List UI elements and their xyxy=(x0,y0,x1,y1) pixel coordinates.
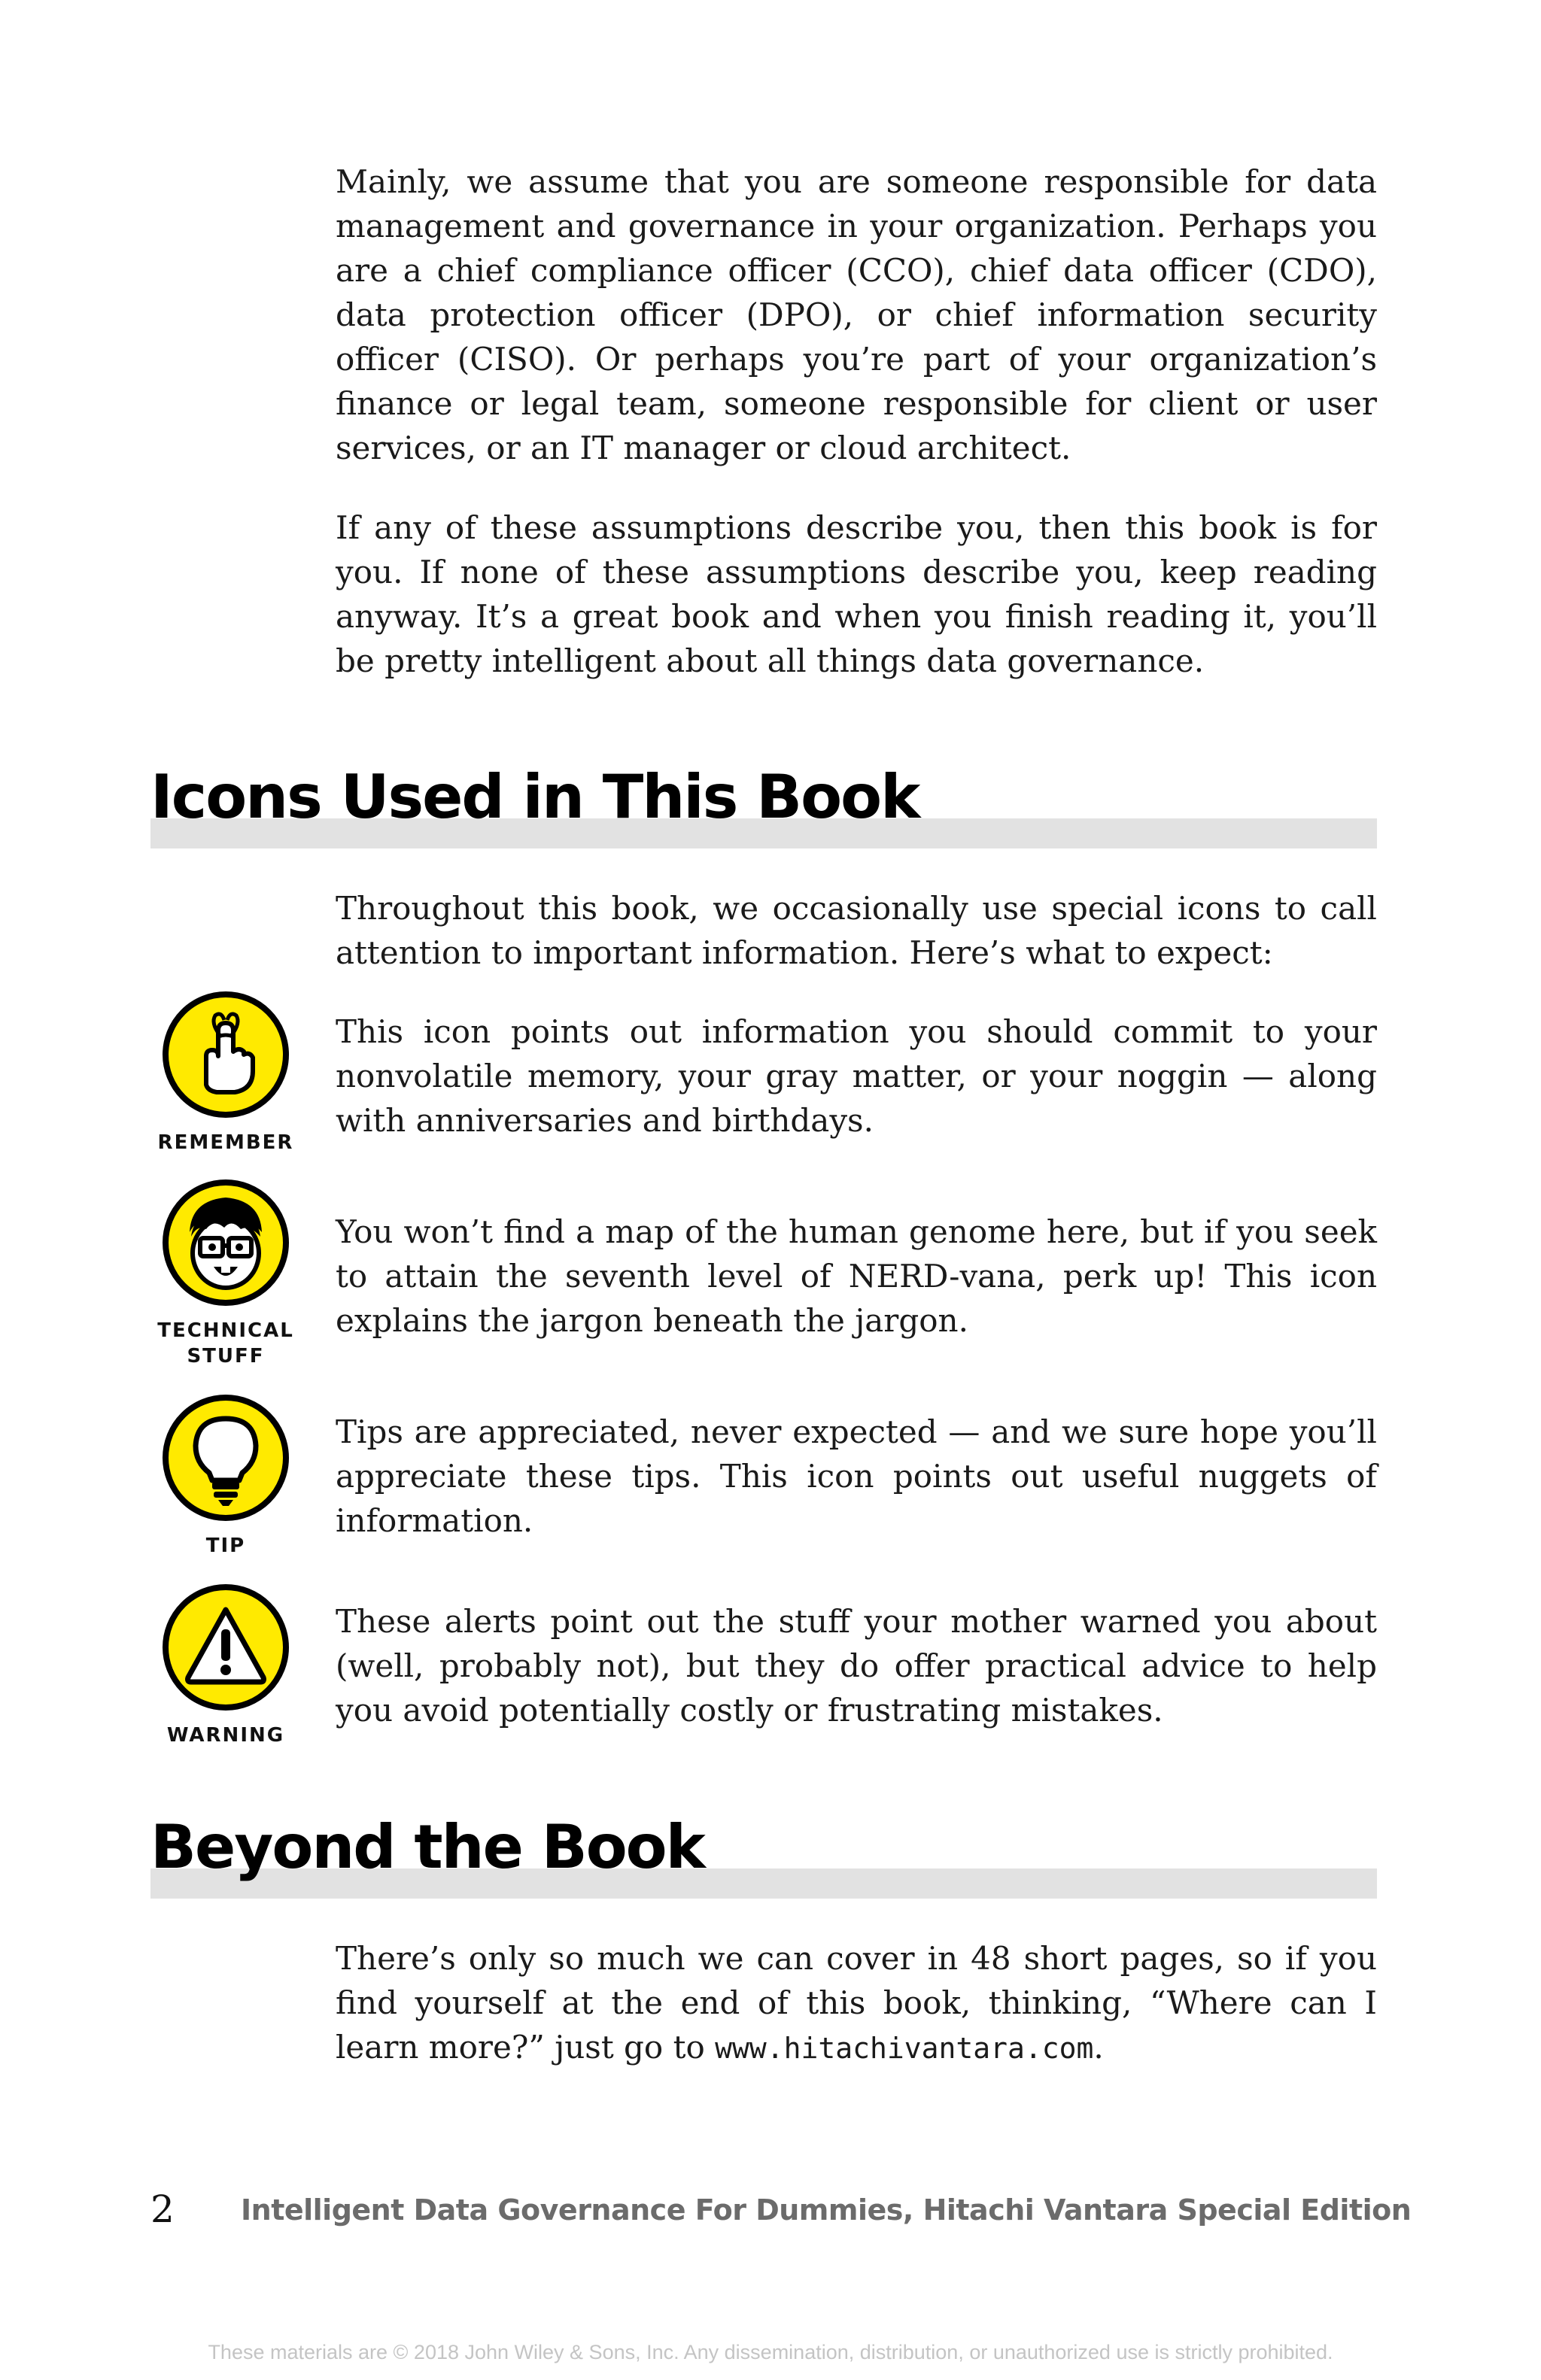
technical-stuff-icon-block xyxy=(147,1178,304,1369)
copyright-notice: These materials are © 2018 John Wiley & Sons, Inc. Any dissemination, distribution, or unauthorized use is strictly prohibited. xyxy=(208,2341,1333,2363)
technical-stuff-nerd-icon xyxy=(161,1178,290,1307)
icons-intro-paragraph: Throughout this book, we occasionally use special icons to call attention to important information. Here’s what to expect: xyxy=(336,890,1377,971)
warning-icon-block xyxy=(147,1583,304,1748)
beyond-tail: . xyxy=(1093,2029,1104,2066)
beyond-section-title: Beyond the Book xyxy=(150,1812,704,1882)
beyond-section-heading xyxy=(150,1810,1377,1900)
intro-paragraph-2: If any of these assumptions describe you, then this book is for you. If none of these assumptions describe you, keep reading anyway. It’s a great book and when you finish reading it, you’ll be pretty intelligent about all things data governance. xyxy=(336,509,1377,679)
tip-icon-block xyxy=(147,1393,304,1559)
beyond-paragraph xyxy=(336,1936,1377,2071)
hitachi-url-link[interactable]: www.hitachivantara.com xyxy=(715,2032,1094,2065)
warning-label: WARNING xyxy=(166,1724,285,1747)
remember-label: REMEMBER xyxy=(157,1131,294,1154)
remember-finger-string-icon xyxy=(161,990,290,1119)
tip-lightbulb-icon xyxy=(161,1393,290,1522)
warning-paragraph: These alerts point out the stuff your mother warned you about (well, probably not), but they do offer practical advice to help you avoid potentially costly or frustrating mistakes. xyxy=(336,1603,1377,1729)
warning-triangle-icon xyxy=(161,1583,290,1712)
tip-paragraph: Tips are appreciated, never expected — and we sure hope you’ll appreciate these tips. This icon points out useful nuggets of information. xyxy=(336,1413,1377,1539)
page-number: 2 xyxy=(150,2187,175,2231)
running-footer-title: Intelligent Data Governance For Dummies, Hitachi Vantara Special Edition xyxy=(241,2193,1412,2227)
technical-stuff-label: TECHNICAL STUFF xyxy=(157,1319,294,1368)
intro-paragraph-1: Mainly, we assume that you are someone responsible for data management and governance in your organization. Perhaps you are a chief compliance officer (CCO), chief data officer (CDO), data protection officer (DPO), or chief information security officer (CISO). Or perhaps you’re part of your organization’s finance or legal team, someone responsible for client or user services, or an IT manager or cloud architect. xyxy=(336,163,1377,466)
remember-icon-block xyxy=(147,990,304,1155)
beyond-text: There’s only so much we can cover in 48 short pages, so if you find yourself at the end of this book, thinking, “Where can I learn more?” just go to xyxy=(336,1940,1377,2066)
remember-paragraph: This icon points out information you should commit to your nonvolatile memory, your gray matter, or your noggin — along with anniversaries and birthdays. xyxy=(336,1013,1377,1139)
icons-section-title: Icons Used in This Book xyxy=(150,762,919,832)
icons-section-heading xyxy=(150,760,1377,850)
tip-label: TIP xyxy=(205,1535,246,1557)
technical-stuff-paragraph: You won’t find a map of the human genome here, but if you seek to attain the seventh level of NERD-vana, perk up! This icon explains the jargon beneath the jargon. xyxy=(336,1213,1377,1339)
